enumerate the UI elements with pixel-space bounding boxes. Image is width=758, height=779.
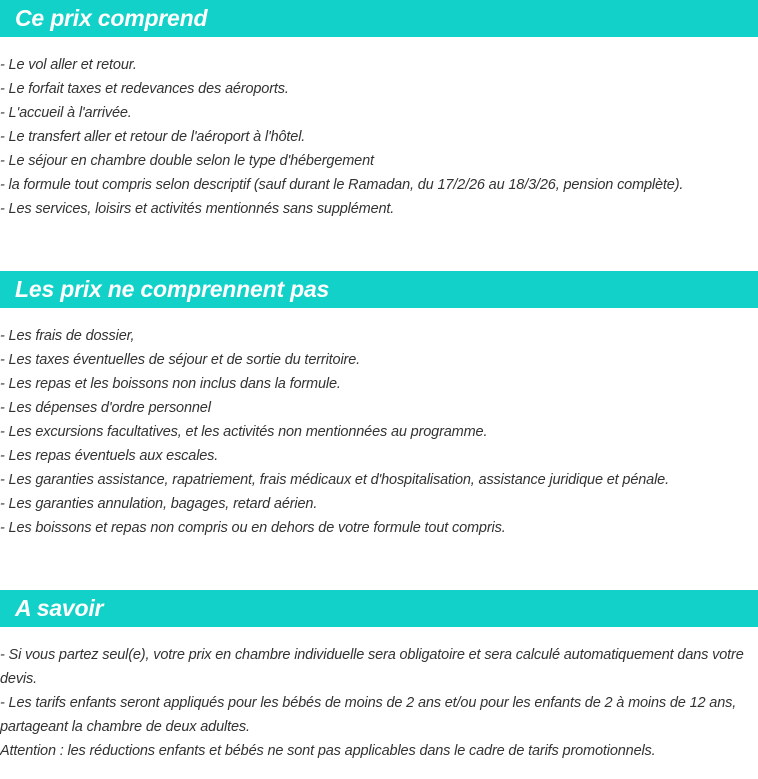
list-item: - Les boissons et repas non compris ou en dehors de votre formule tout compris.	[0, 520, 506, 536]
section-title: Ce prix comprend	[15, 5, 208, 31]
section-header-price-includes	[0, 0, 758, 37]
list-item: - Le transfert aller et retour de l'aéroport à l'hôtel.	[0, 129, 306, 145]
list-item: - Le séjour en chambre double selon le type d'hébergement	[0, 153, 374, 169]
list-item: - Les excursions facultatives, et les activités non mentionnées au programme.	[0, 424, 488, 440]
list-item: - Le vol aller et retour.	[0, 57, 137, 73]
price-includes-list	[0, 53, 756, 221]
list-item: - Les repas éventuels aux escales.	[0, 448, 219, 464]
section-title: Les prix ne comprennent pas	[15, 276, 330, 302]
good-to-know-list	[0, 643, 756, 763]
price-excludes-list	[0, 324, 756, 540]
list-item: - Les frais de dossier,	[0, 328, 135, 344]
list-item: - Les repas et les boissons non inclus dans la formule.	[0, 376, 341, 392]
list-item: - Les taxes éventuelles de séjour et de sortie du territoire.	[0, 352, 360, 368]
list-item: - L'accueil à l'arrivée.	[0, 105, 132, 121]
list-item: Attention : les réductions enfants et bébés ne sont pas applicables dans le cadre de tarifs promotionnels.	[0, 743, 656, 759]
list-item: - Les tarifs enfants seront appliqués pour les bébés de moins de 2 ans et/ou pour les enfants de 2 à moins de 12 ans, partageant la chambre de deux adultes.	[0, 695, 737, 735]
list-item: - Le forfait taxes et redevances des aéroports.	[0, 81, 289, 97]
section-title: A savoir	[15, 595, 104, 621]
list-item: - Les dépenses d'ordre personnel	[0, 400, 211, 416]
list-item: - Les garanties assistance, rapatriement, frais médicaux et d'hospitalisation, assistance juridique et pénale.	[0, 472, 669, 488]
section-header-price-excludes	[0, 271, 758, 308]
section-header-good-to-know	[0, 590, 758, 627]
list-item: - Les garanties annulation, bagages, retard aérien.	[0, 496, 318, 512]
list-item: - Les services, loisirs et activités mentionnés sans supplément.	[0, 201, 395, 217]
list-item: - la formule tout compris selon descriptif (sauf durant le Ramadan, du 17/2/26 au 18/3/26, pension complète).	[0, 177, 684, 193]
list-item: - Si vous partez seul(e), votre prix en chambre individuelle sera obligatoire et sera calculé automatiquement dans votre devis.	[0, 647, 744, 687]
